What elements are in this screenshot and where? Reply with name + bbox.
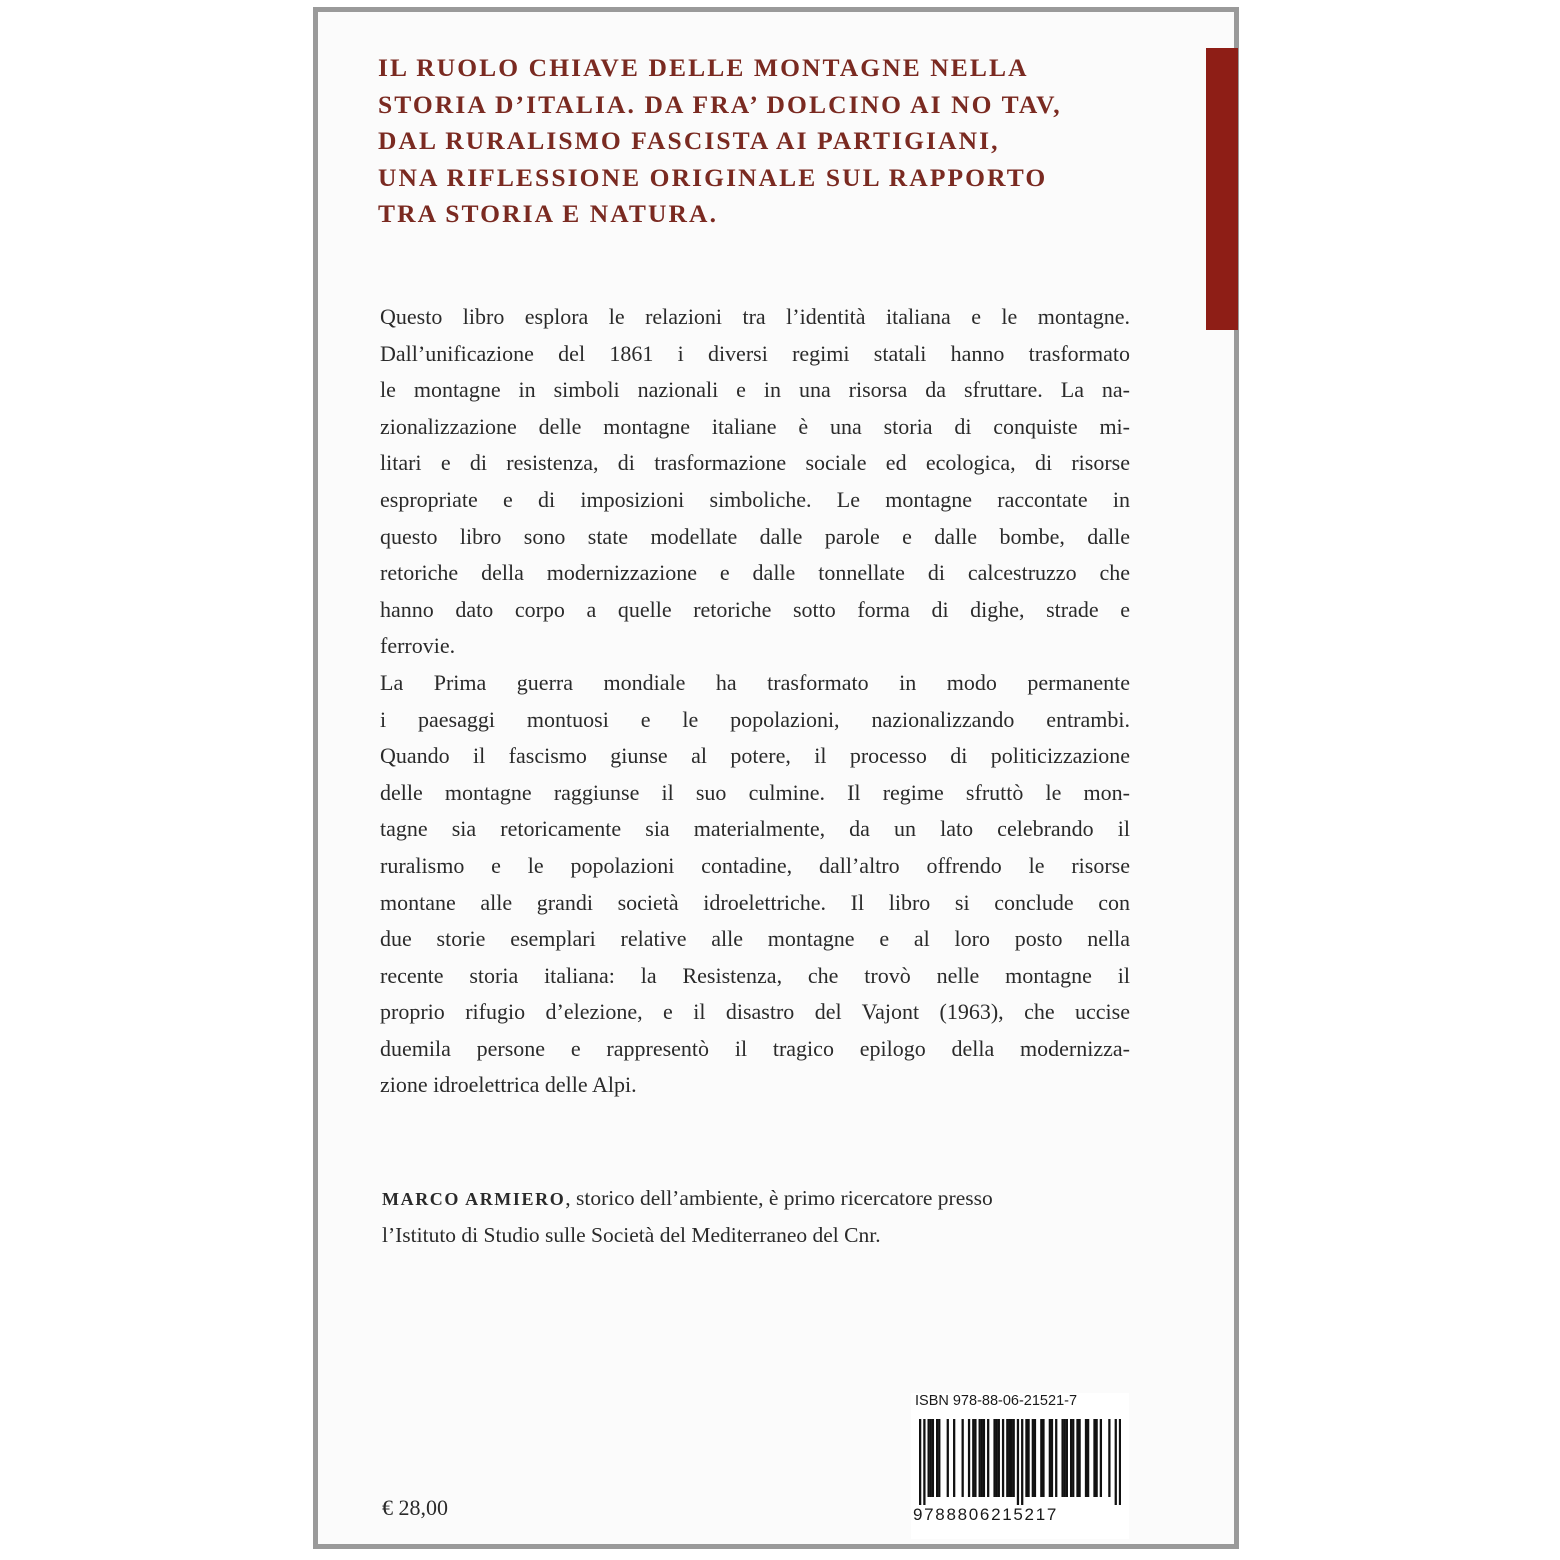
barcode-bar [1076, 1419, 1078, 1497]
barcode-bar [1010, 1419, 1012, 1497]
blurb-line: questo libro sono state modellate dalle parole e dalle bombe, dalle [380, 523, 1130, 549]
blurb-line: montane alle grandi società idroelettriche. Il libro si conclude con [380, 889, 1130, 915]
barcode-bar [1021, 1419, 1023, 1505]
blurb-line: La Prima guerra mondiale ha trasformato in modo permanente [380, 669, 1130, 695]
barcode-icon [919, 1419, 1121, 1505]
barcode-bar [962, 1419, 964, 1497]
barcode-bar [1032, 1419, 1034, 1497]
barcode-bar [1085, 1419, 1087, 1497]
barcode-digits: 9788806215217 [913, 1505, 1059, 1524]
tagline-line: TRA STORIA E NATURA. [378, 199, 719, 228]
blurb-line: delle montagne raggiunse il suo culmine. Il regime sfruttò le mon- [380, 779, 1130, 805]
barcode-bar [968, 1419, 970, 1497]
barcode-bar [1013, 1419, 1015, 1497]
author-bio-line: l’Istituto di Studio sulle Società del Mediterraneo del Cnr. [382, 1223, 881, 1247]
barcode-bar [1119, 1419, 1121, 1505]
barcode-bar [974, 1419, 976, 1497]
book-back-cover [313, 7, 1239, 1549]
author-bio [382, 1180, 1122, 1253]
barcode-bar [953, 1419, 955, 1497]
barcode-bar [1100, 1419, 1102, 1497]
barcode-bar [1108, 1419, 1110, 1497]
barcode-bar [972, 1419, 974, 1497]
barcode-bar [1051, 1419, 1053, 1497]
barcode-bar [981, 1419, 983, 1497]
barcode-bar [1070, 1419, 1072, 1497]
red-accent-bar [1206, 48, 1238, 330]
author-bio-text: , storico dell’ambiente, è primo ricercatore presso [565, 1186, 993, 1210]
barcode-bar [1042, 1419, 1044, 1497]
blurb-line: duemila persone e rappresentò il tragico epilogo della modernizza- [380, 1035, 1130, 1061]
isbn-label: ISBN 978-88-06-21521-7 [915, 1393, 1078, 1409]
barcode-bar [1049, 1419, 1051, 1497]
blurb-line: tagne sia retoricamente sia materialmente, da un lato celebrando il [380, 816, 1130, 842]
barcode-bar [1006, 1419, 1008, 1497]
blurb-line: Dall’unificazione del 1861 i diversi regimi statali hanno trasformato [380, 340, 1130, 366]
tagline-line: STORIA D’ITALIA. DA FRA’ DOLCINO AI NO TAV, [378, 89, 1062, 119]
author-name: MARCO ARMIERO [382, 1189, 566, 1209]
blurb-line: ruralismo e le popolazioni contadine, dall’altro offrendo le risorse [380, 852, 1130, 878]
barcode-bar [1025, 1419, 1027, 1497]
blurb-line: le montagne in simboli nazionali e in una risorsa da sfruttare. La na- [380, 377, 1130, 403]
tagline-line: UNA RIFLESSIONE ORIGINALE SUL RAPPORTO [378, 162, 1048, 192]
barcode-bar [1072, 1419, 1074, 1497]
blurb-line: recente storia italiana: la Resistenza, che trovò nelle montagne il [380, 962, 1130, 988]
barcode-bar [938, 1419, 940, 1497]
barcode-bar [1064, 1419, 1066, 1497]
barcode-bar [919, 1419, 921, 1505]
barcode-bar [1095, 1419, 1097, 1497]
barcode-bar [1055, 1419, 1057, 1497]
barcode-bar [936, 1419, 938, 1497]
blurb-line: Questo libro esplora le relazioni tra l’identità italiana e le montagne. [380, 304, 1130, 329]
blurb-line: retoriche della modernizzazione e dalle tonnellate di calcestruzzo che [380, 560, 1130, 586]
barcode-bar [1008, 1419, 1010, 1497]
barcode-bar [1002, 1419, 1004, 1497]
blurb-line: espropriate e di imposizioni simboliche. Le montagne raccontate in [380, 486, 1130, 512]
barcode-bar [1040, 1419, 1042, 1497]
blurb-line: Quando il fascismo giunse al potere, il processo di politicizzazione [380, 743, 1130, 769]
tagline-line: IL RUOLO CHIAVE DELLE MONTAGNE NELLA [378, 53, 1029, 82]
barcode-bar [930, 1419, 932, 1497]
barcode-bar [1034, 1419, 1036, 1497]
barcode-bar [1066, 1419, 1068, 1497]
barcode-bar [1061, 1419, 1063, 1497]
barcode-bar [947, 1419, 949, 1497]
blurb-line: i paesaggi montuosi e le popolazioni, nazionalizzando entrambi. [380, 706, 1130, 732]
barcode-bar [983, 1419, 985, 1497]
barcode-bar [932, 1419, 934, 1497]
barcode-bar [979, 1419, 981, 1497]
barcode-bar [1093, 1419, 1095, 1497]
barcode-bar [928, 1419, 930, 1497]
barcode-bar [1115, 1419, 1117, 1505]
barcode-bar [998, 1419, 1000, 1497]
barcode-bar [996, 1419, 998, 1497]
author-bio-line [382, 1180, 1122, 1217]
tagline-line: DAL RURALISMO FASCISTA AI PARTIGIANI, [378, 126, 1000, 155]
blurb-line: proprio rifugio d’elezione, e il disastro del Vajont (1963), che uccise [380, 999, 1130, 1025]
blurb-line: hanno dato corpo a quelle retoriche sotto forma di dighe, strade e [380, 596, 1130, 622]
blurb-line: litari e di resistenza, di trasformazione sociale ed ecologica, di risorse [380, 450, 1130, 476]
blurb-line: zionalizzazione delle montagne italiane è una storia di conquiste mi- [380, 413, 1130, 439]
blurb-line: zione idroelettrica delle Alpi. [380, 1072, 637, 1098]
blurb-line: due storie esemplari relative alle montagne e al loro posto nella [380, 926, 1130, 952]
barcode-bar [923, 1419, 925, 1505]
barcode-area [911, 1393, 1129, 1539]
barcode-bar [1087, 1419, 1089, 1497]
barcode-bar [993, 1419, 995, 1497]
barcode-bar [987, 1419, 989, 1497]
blurb-line: ferrovie. [380, 633, 456, 659]
barcode-bar [1027, 1419, 1029, 1497]
barcode-bar [1078, 1419, 1080, 1497]
blurb-text [380, 299, 1130, 1104]
tagline [378, 50, 1178, 233]
barcode-bar [1017, 1419, 1019, 1505]
price-label: € 28,00 [382, 1495, 448, 1520]
